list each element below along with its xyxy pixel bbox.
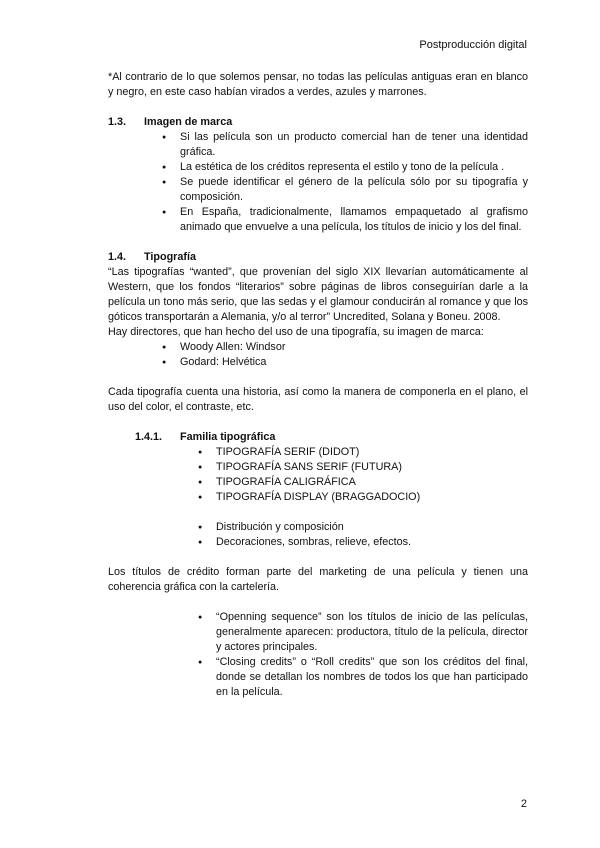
section-heading — [108, 115, 528, 130]
subsection-familia-tipografica — [108, 430, 528, 700]
credits-paragraph: Los títulos de crédito forman parte del marketing de una película y tienen una coherencia gráfica con la cartelería. — [108, 566, 528, 593]
bullet-list — [180, 130, 528, 235]
section-title: Tipografía — [144, 251, 196, 263]
page-number: 2 — [520, 798, 527, 810]
subsection-title: Familia tipográfica — [180, 431, 276, 443]
list-item: ● Decoraciones, sombras, relieve, efectos. — [216, 535, 528, 550]
list-item: ● Se puede identificar el género de la película sólo por su tipografía y composición. — [180, 175, 528, 205]
quote-paragraph: “Las tipografías “wanted”, que provenían del siglo XIX llevarían automáticamente al Western, que los fondos “literarios” sobre páginas de libros conseguirían darle a la película un tono más serio, que las sedas y el glamour conducirán al romance y que los góticos transportarán a Alemania, y/o al terror” Uncredited, Solana y Boneu. 2008. — [108, 266, 528, 323]
aspects-list — [216, 520, 528, 550]
list-item: ● Woody Allen: Windsor — [180, 340, 528, 355]
list-item: ● Si las película son un producto comercial han de tener una identidad gráfica. — [180, 130, 528, 160]
subsection-heading — [135, 430, 528, 445]
intro-note: *Al contrario de lo que solemos pensar, no todas las películas antiguas eran en blanco y negro, en este caso habían virados a verdes, azules y marrones. — [108, 71, 528, 98]
list-item: ● TIPOGRAFÍA DISPLAY (BRAGGADOCIO) — [216, 490, 528, 505]
list-item: ● Godard: Helvética — [180, 355, 528, 370]
list-item: ● Distribución y composición — [216, 520, 528, 535]
history-paragraph: Cada tipografía cuenta una historia, así como la manera de componerla en el plano, el uso del color, el contraste, etc. — [108, 386, 528, 413]
section-title: Imagen de marca — [144, 116, 233, 128]
list-item: ● TIPOGRAFÍA CALIGRÁFICA — [216, 475, 528, 490]
running-header: Postproducción digital — [419, 39, 527, 51]
list-item: ● “Closing credits” o “Roll credits” que son los créditos del final, donde se detallan los nombres de todos los que han participado en la película. — [216, 655, 528, 700]
list-item: ● TIPOGRAFÍA SERIF (DIDOT) — [216, 445, 528, 460]
section-imagen-de-marca — [108, 115, 528, 235]
list-item: ● La estética de los créditos representa el estilo y tono de la película . — [180, 160, 528, 175]
list-item: ● “Openning sequence” son los títulos de inicio de las películas, generalmente aparecen: productora, título de la película, director y actores principales. — [216, 610, 528, 655]
list-item: ● TIPOGRAFÍA SANS SERIF (FUTURA) — [216, 460, 528, 475]
section-number: 1.4. — [108, 251, 127, 263]
section-number: 1.3. — [108, 116, 127, 128]
families-list — [216, 445, 528, 505]
credit-types-list — [216, 610, 528, 700]
list-item: ● En España, tradicionalmente, llamamos empaquetado al grafismo animado que envuelve a una película, los títulos de inicio y los del final. — [180, 205, 528, 235]
section-heading — [108, 250, 528, 265]
directors-list — [180, 340, 528, 370]
subsection-number: 1.4.1. — [135, 431, 163, 443]
page-content — [108, 70, 528, 700]
section-tipografia — [108, 250, 528, 415]
directors-intro: Hay directores, que han hecho del uso de una tipografía, su imagen de marca: — [108, 326, 484, 338]
